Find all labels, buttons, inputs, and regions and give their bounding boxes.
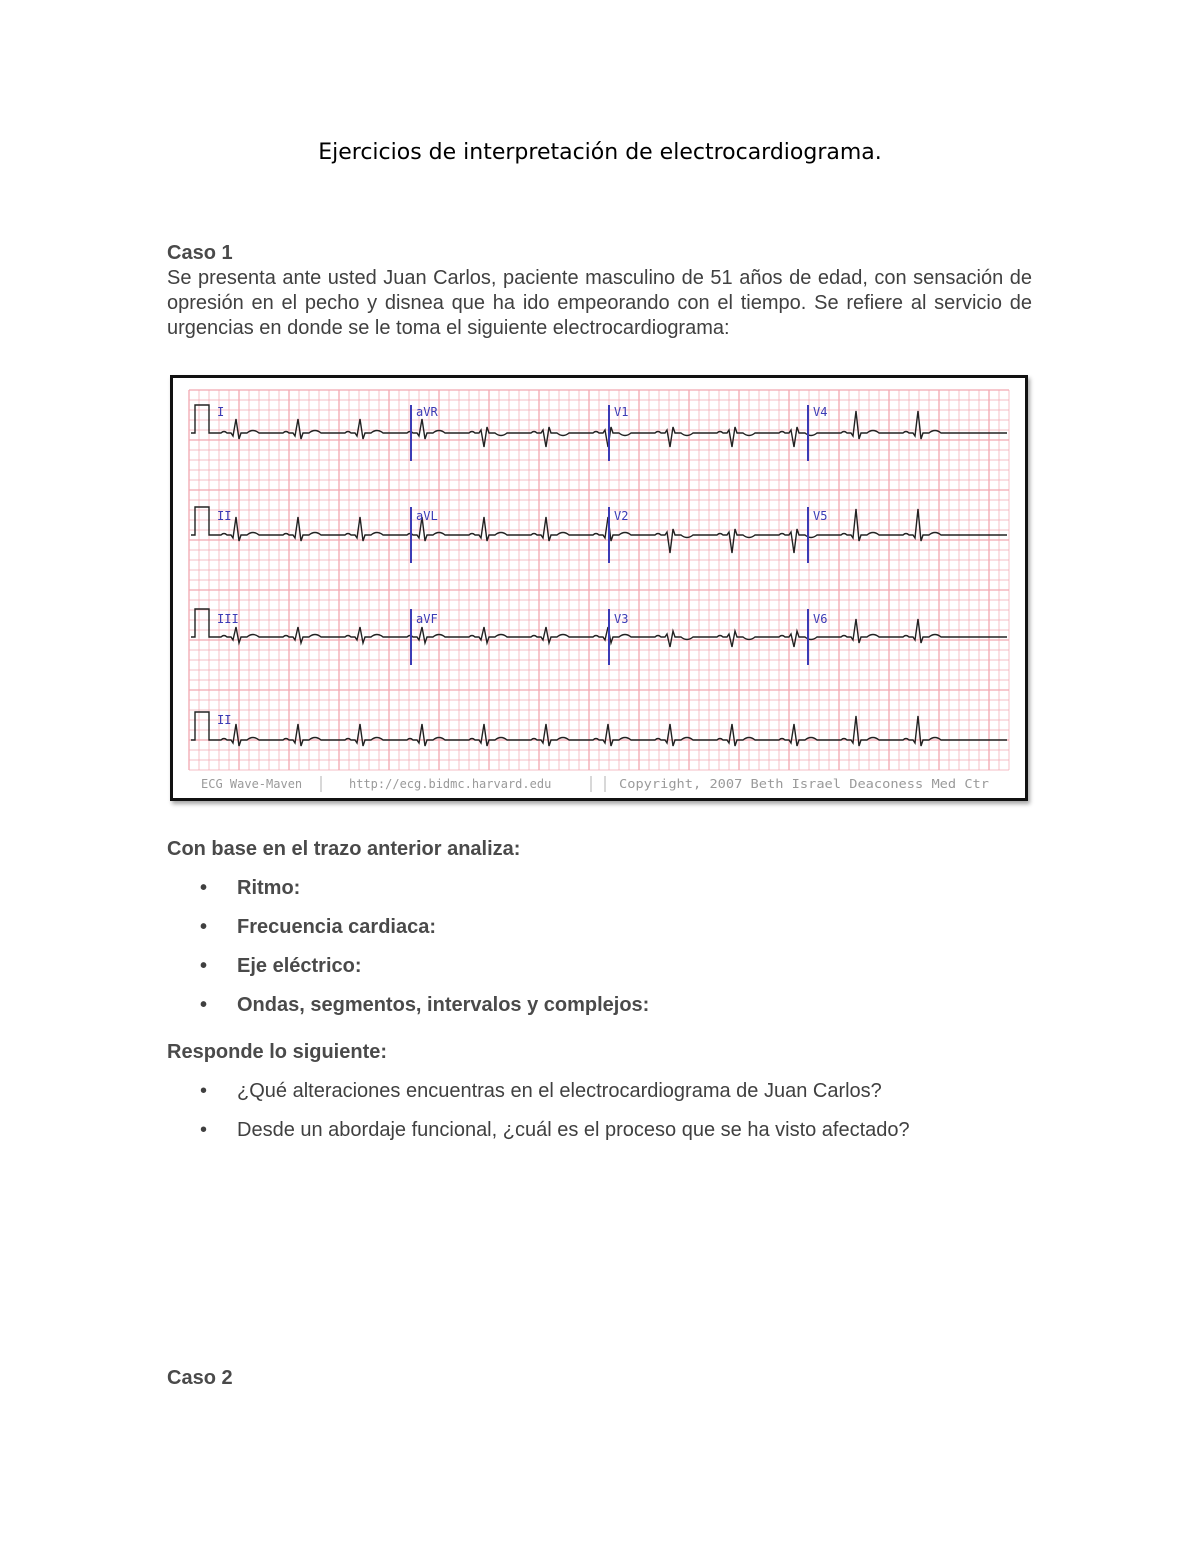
ecg-footer-text: Copyright, 2007 Beth Israel Deaconess Med Ctr [619,777,989,791]
ecg-lead-label: aVR [416,405,438,419]
ecg-lead-label: V5 [813,509,828,523]
question-item: • Desde un abordaje funcional, ¿cuál es el proceso que se ha visto afectado? [200,1118,910,1157]
analysis-heading: Con base en el trazo anterior analiza: [167,838,521,860]
ecg-lead-markers [321,405,808,792]
document-title: Ejercicios de interpretación de electrocardiograma. [318,140,882,165]
analysis-list [200,876,649,1032]
analysis-item: • Ritmo: [200,876,649,915]
ecg-lead-label: V3 [614,612,629,626]
ecg-lead-label: V6 [813,612,828,626]
case-1-heading: Caso 1 [167,242,233,264]
analysis-item: • Ondas, segmentos, intervalos y complejos: [200,993,649,1032]
analysis-item: • Frecuencia cardiaca: [200,915,649,954]
ecg-lead-label: V1 [614,405,629,419]
case-2-heading: Caso 2 [167,1367,233,1389]
questions-list [200,1079,910,1157]
ecg-lead-label: II [217,713,232,727]
ecg-image [170,375,1028,801]
ecg-lead-label: aVF [416,612,438,626]
analysis-item: • Eje eléctrico: [200,954,649,993]
questions-heading: Responde lo siguiente: [167,1041,388,1063]
case-1-paragraph: Se presenta ante usted Juan Carlos, paciente masculino de 51 años de edad, con sensación de opresión en el pecho y disnea que ha ido empeorando con el tiempo. Se refiere al servicio de urgencias en donde se le toma el siguiente electrocardiograma: [167,267,1032,339]
ecg-lead-label: V4 [813,405,828,419]
question-item: • ¿Qué alteraciones encuentras en el electrocardiograma de Juan Carlos? [200,1079,910,1118]
ecg-lead-label: III [217,612,239,626]
ecg-lead-label: II [217,509,232,523]
ecg-lead-label: I [217,405,225,419]
ecg-grid [189,390,1009,770]
ecg-lead-label: aVL [416,509,438,523]
ecg-lead-label: V2 [614,509,629,523]
ecg-footer-text: ECG Wave-Maven [201,777,303,791]
ecg-footer-text: http://ecg.bidmc.harvard.edu [349,777,552,791]
ecg-tracing [173,378,1025,798]
